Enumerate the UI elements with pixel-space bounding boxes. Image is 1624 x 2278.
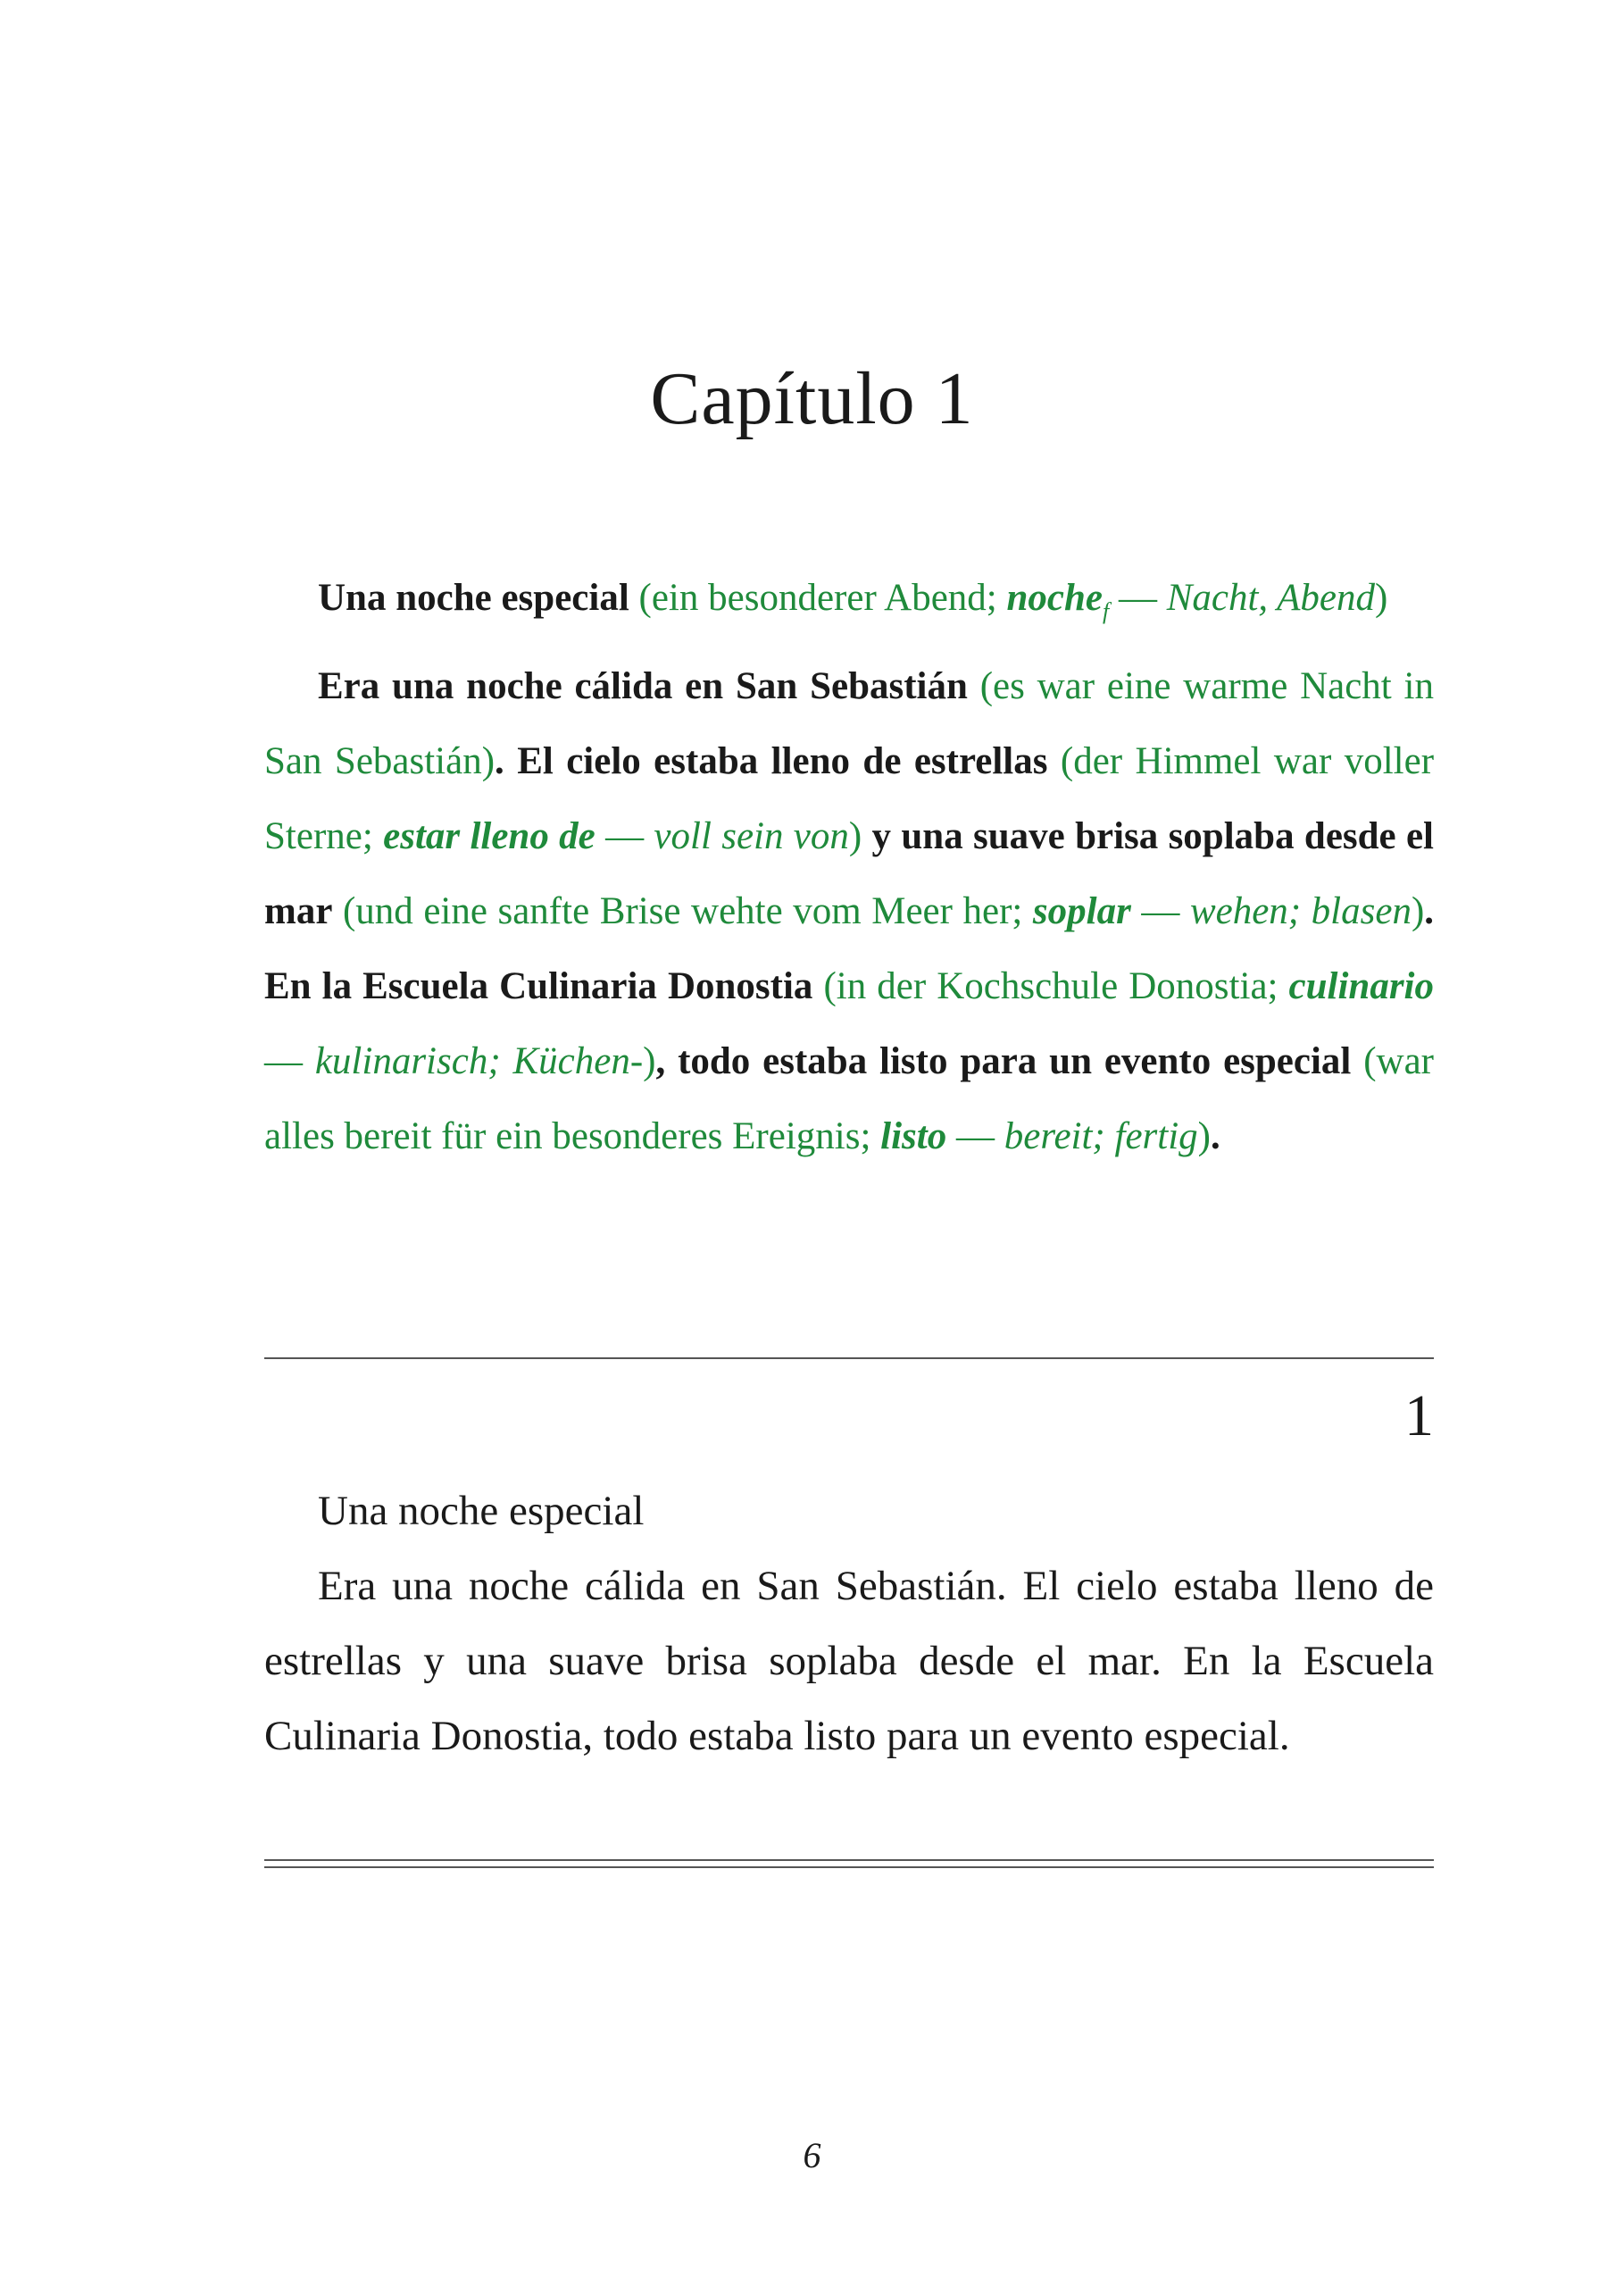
plain-heading: Una noche especial bbox=[318, 1488, 645, 1534]
vocab-term: soplar bbox=[1032, 890, 1131, 932]
german-gloss: (es war eine warme Nacht in San Sebastián) bbox=[264, 665, 1434, 782]
section-end-rule bbox=[264, 1859, 1434, 1861]
glossed-paragraph bbox=[264, 649, 1434, 1174]
punctuation: . bbox=[1424, 890, 1435, 932]
gender-marker: f bbox=[1102, 598, 1110, 624]
vocab-term: noche bbox=[1006, 577, 1103, 619]
german-gloss: (der Himmel war voller Sterne; bbox=[264, 740, 1435, 857]
spanish-phrase: En la Escuela Culinaria Donostia bbox=[264, 965, 813, 1007]
gloss-dash: — bbox=[1109, 577, 1167, 619]
vocab-term: listo bbox=[880, 1115, 947, 1157]
vocab-translation: voll sein von bbox=[654, 815, 849, 857]
spanish-phrase: El cielo estaba lleno de estrellas bbox=[517, 740, 1048, 782]
vocab-term: culinario bbox=[1288, 965, 1435, 1007]
section-end-rule bbox=[264, 1866, 1434, 1868]
german-gloss: (ein besonderer Abend; bbox=[629, 577, 1007, 619]
german-gloss: ) bbox=[848, 815, 862, 857]
gloss-dash: — bbox=[264, 1040, 315, 1082]
page-number: 6 bbox=[803, 2135, 821, 2175]
german-gloss: ) bbox=[643, 1040, 656, 1082]
punctuation: . bbox=[1211, 1115, 1220, 1157]
gloss-dash: — bbox=[1130, 890, 1190, 932]
spanish-phrase: y una suave brisa soplaba desde el mar bbox=[264, 815, 1434, 932]
spanish-phrase: Era una noche cálida en San Sebastián bbox=[318, 665, 968, 707]
vocab-translation: bereit; fertig bbox=[1004, 1115, 1198, 1157]
plain-text-block bbox=[264, 1473, 1434, 1773]
gloss-dash: — bbox=[946, 1115, 1004, 1157]
spanish-phrase: , todo estaba listo para un evento especial bbox=[655, 1040, 1352, 1082]
vocab-translation: Nacht, Abend bbox=[1166, 577, 1376, 619]
glossed-heading bbox=[264, 561, 1434, 649]
german-gloss: (in der Kochschule Donostia; bbox=[812, 965, 1289, 1007]
vocab-translation: kulinarisch; Küchen- bbox=[314, 1040, 644, 1082]
german-gloss: ) bbox=[1411, 890, 1425, 932]
plain-paragraph: Era una noche cálida en San Sebastián. El cielo estaba lleno de estrellas y una suave brisa soplaba desde el mar. En la Escuela Culinaria Donostia, todo estaba listo para un evento especial. bbox=[264, 1563, 1434, 1759]
german-gloss: (und eine sanfte Brise wehte vom Meer her; bbox=[332, 890, 1033, 932]
spanish-phrase: Una noche especial bbox=[318, 577, 629, 619]
vocab-translation: wehen; blasen bbox=[1189, 890, 1412, 932]
german-gloss: ) bbox=[1197, 1115, 1211, 1157]
chapter-title: Capítulo 1 bbox=[650, 357, 974, 440]
gloss-dash: — bbox=[595, 815, 654, 857]
section-divider bbox=[264, 1357, 1434, 1359]
german-gloss: ) bbox=[1375, 577, 1388, 619]
german-gloss: (war alles bereit für ein besonderes Ereignis; bbox=[264, 1040, 1434, 1157]
punctuation: . bbox=[495, 740, 518, 782]
section-number: 1 bbox=[1404, 1383, 1434, 1448]
vocab-term: estar lleno de bbox=[383, 815, 595, 857]
glossed-text-block bbox=[264, 561, 1434, 1174]
